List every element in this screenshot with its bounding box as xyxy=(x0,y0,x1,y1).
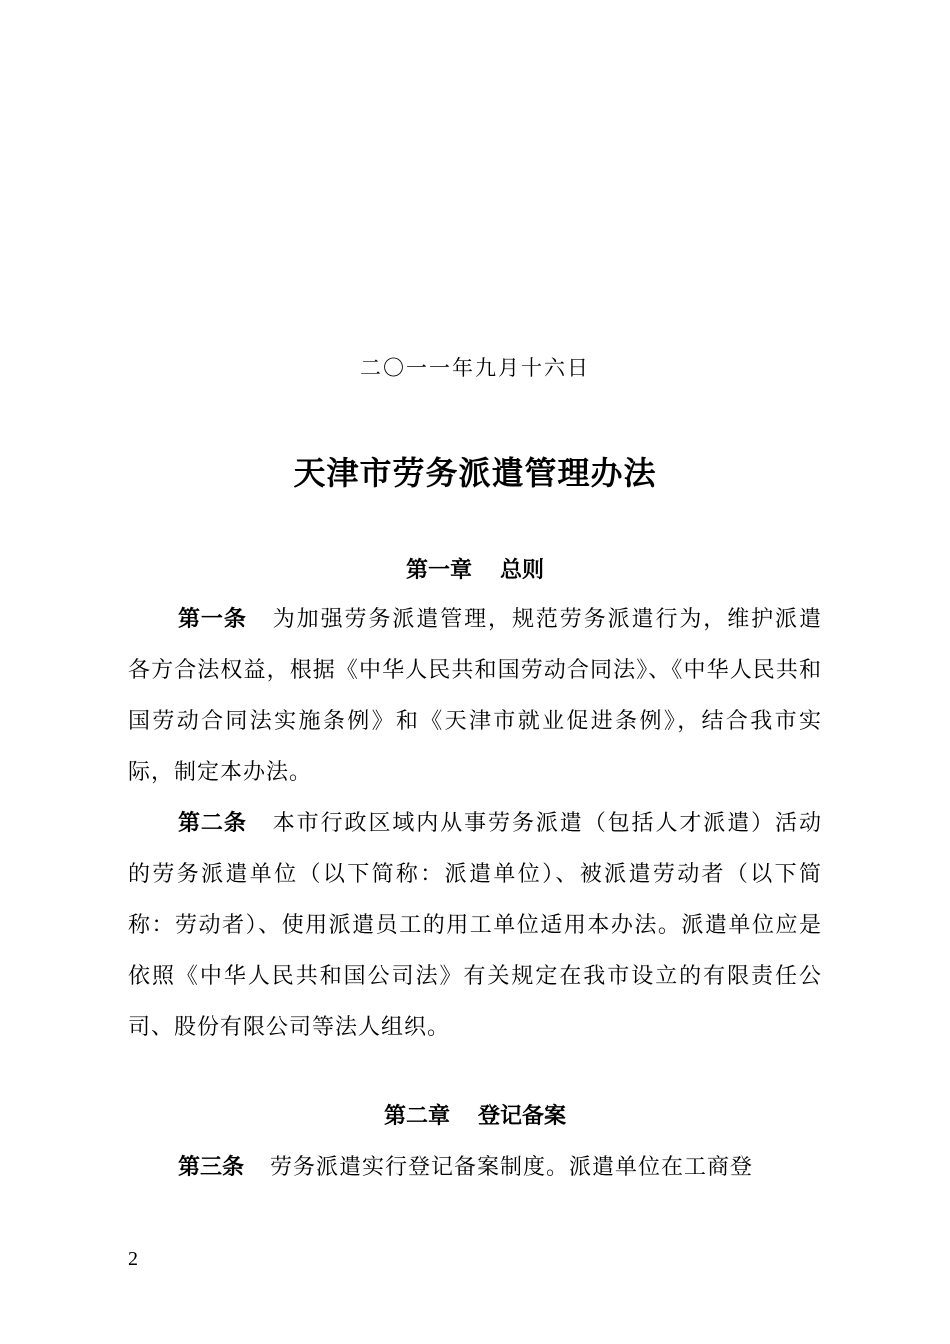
document-title: 天津市劳务派遣管理办法 xyxy=(293,454,657,492)
page-number: 2 xyxy=(128,1248,138,1270)
article-text: 劳务派遣实行登记备案制度。派遣单位在工商登 xyxy=(270,1155,754,1180)
article-number: 第三条 xyxy=(178,1155,245,1180)
chapter-number: 第二章 xyxy=(383,1104,450,1129)
chapter-heading-1 xyxy=(0,553,950,584)
article-1 xyxy=(128,594,822,798)
article-text: 为加强劳务派遣管理，规范劳务派遣行为，维护派遣各方合法权益，根据《中华人民共和国劳动合同法》、《中华人民共和国劳动合同法实施条例》和《天津市就业促进条例》，结合我市实际，制定本办法。 xyxy=(128,607,822,785)
article-number: 第二条 xyxy=(178,811,247,836)
article-number: 第一条 xyxy=(178,607,247,632)
article-3 xyxy=(128,1142,822,1193)
chapter-number: 第一章 xyxy=(405,558,472,583)
article-text: 本市行政区域内从事劳务派遣（包括人才派遣）活动的劳务派遣单位（以下简称：派遣单位）、被派遣劳动者（以下简称：劳动者）、使用派遣员工的用工单位适用本办法。派遣单位应是依照《中华人民共和国公司法》有关规定在我市设立的有限责任公司、股份有限公司等法人组织。 xyxy=(128,811,822,1040)
chapter-heading-2 xyxy=(0,1099,950,1130)
chapter-name: 总则 xyxy=(500,558,545,583)
chapter-name: 登记备案 xyxy=(478,1104,567,1129)
document-date: 二〇一一年九月十六日 xyxy=(360,356,590,380)
article-2 xyxy=(128,798,822,1053)
